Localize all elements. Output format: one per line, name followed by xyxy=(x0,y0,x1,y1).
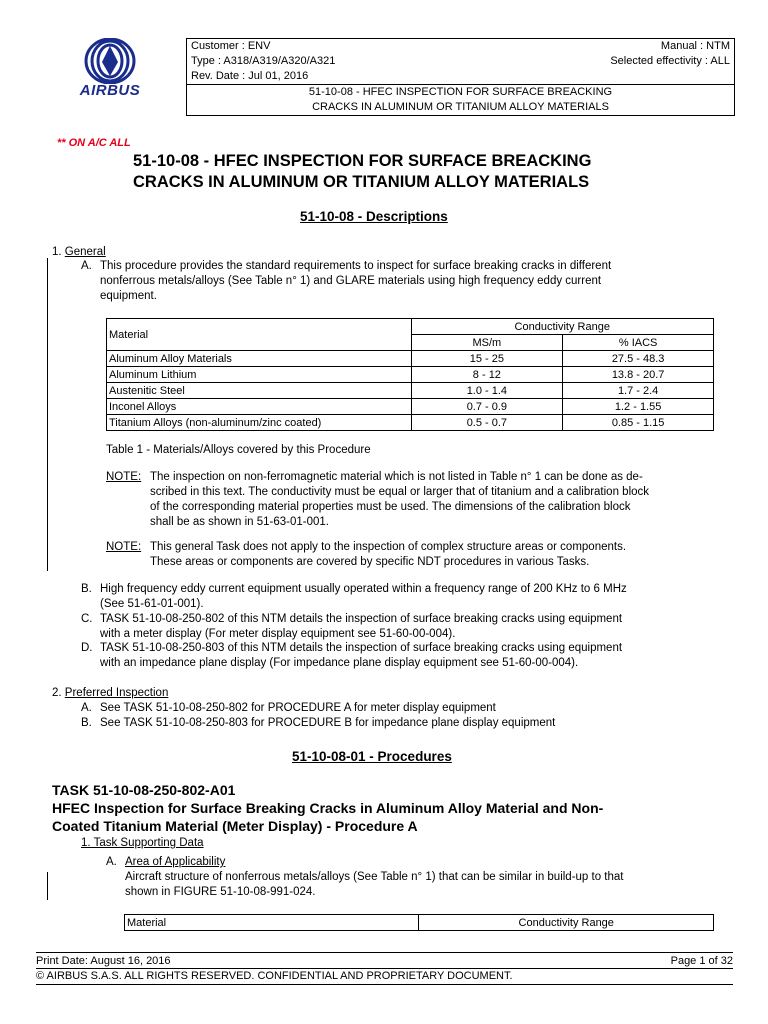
table-header-conductivity-range: Conductivity Range xyxy=(419,915,714,931)
footer-print-date: Print Date: August 16, 2016 xyxy=(36,955,171,967)
page-title: 51-10-08 - HFEC INSPECTION FOR SURFACE BREACKING CRACKS IN ALUMINUM OR TITANIUM ALLOY MATERIALS xyxy=(133,152,592,191)
table-header-conductivity-range: Conductivity Range xyxy=(411,319,714,335)
effectivity-note: ** ON A/C ALL xyxy=(57,137,131,149)
table-row: Aluminum Alloy Materials 15 - 25 27.5 - 48.3 xyxy=(107,351,714,367)
section-preferred-inspection: 2. Preferred Inspection xyxy=(52,687,169,699)
section-preferred-heading: Preferred Inspection xyxy=(64,687,169,699)
note-text: This general Task does not apply to the inspection of complex structure areas or components. These areas or components are covered by specific NDT procedures in various Tasks. xyxy=(150,541,627,568)
table-row: Titanium Alloys (non-aluminum/zinc coated) 0.5 - 0.7 0.85 - 1.15 xyxy=(107,415,714,431)
table-row: Inconel Alloys 0.7 - 0.9 1.2 - 1.55 xyxy=(107,399,714,415)
document-header xyxy=(186,38,735,116)
table-caption: Table 1 - Materials/Alloys covered by this Procedure xyxy=(106,444,371,456)
header-type: Type : A318/A319/A320/A321 xyxy=(191,55,336,67)
revision-bar xyxy=(47,872,48,900)
general-a-label: A. xyxy=(81,260,92,272)
header-customer: Customer : ENV xyxy=(191,40,271,52)
general-a-text: This procedure provides the standard requirements to inspect for surface breaking cracks in different nonferrous metals/alloys (See Table n° 1) and GLARE materials using high frequency eddy current equipment. xyxy=(100,260,612,302)
descriptions-heading: 51-10-08 - Descriptions xyxy=(300,209,448,224)
area-applicability-label: A. xyxy=(106,856,117,868)
header-effectivity: Selected effectivity : ALL xyxy=(610,55,730,67)
task-id: TASK 51-10-08-250-802-A01 xyxy=(52,782,236,798)
footer-divider xyxy=(36,952,733,953)
footer-copyright: © AIRBUS S.A.S. ALL RIGHTS RESERVED. CONFIDENTIAL AND PROPRIETARY DOCUMENT. xyxy=(36,970,513,982)
table-header-iacs: % IACS xyxy=(563,335,714,351)
revision-bar xyxy=(47,258,48,571)
procedures-heading: 51-10-08-01 - Procedures xyxy=(292,749,452,764)
airbus-logo xyxy=(70,38,150,104)
header-manual: Manual : NTM xyxy=(660,40,730,52)
table-header-material: Material xyxy=(125,915,419,931)
conductivity-table-2 xyxy=(124,914,714,931)
area-applicability-heading: Area of Applicability xyxy=(125,856,226,868)
note-label: NOTE: xyxy=(106,471,142,483)
table-row: Aluminum Lithium 8 - 12 13.8 - 20.7 xyxy=(107,367,714,383)
footer-page-number: Page 1 of 32 xyxy=(670,955,733,967)
section-general-heading: General xyxy=(64,246,106,258)
note-text: The inspection on non-ferromagnetic material which is not listed in Table n° 1 can be done as de- scribed in this text. The conductivity must be equal or larger that of titanium and a calibration block of the corresponding material properties must be used. The dimensions of the calibration block shall be as shown in 51-63-01-001. xyxy=(150,471,650,528)
table-header-msm: MS/m xyxy=(411,335,563,351)
footer xyxy=(36,954,733,968)
section-general: 1. General xyxy=(52,246,106,258)
note-label: NOTE: xyxy=(106,541,142,553)
task-supporting-data: 1. Task Supporting Data xyxy=(81,837,204,849)
area-applicability-text: Aircraft structure of nonferrous metals/alloys (See Table n° 1) that can be similar in build-up to that shown in FIGURE 51-10-08-991-024. xyxy=(125,871,624,898)
airbus-logo-text: AIRBUS xyxy=(79,82,141,99)
table-header-material: Material xyxy=(107,319,412,351)
task-heading: TASK 51-10-08-250-802-A01 HFEC Inspection for Surface Breaking Cracks in Aluminum Alloy Material and Non- Coated Titanium Material (Meter Display) - Procedure A xyxy=(52,782,604,834)
conductivity-table xyxy=(106,318,714,431)
header-rev-date: Rev. Date : Jul 01, 2016 xyxy=(191,70,309,82)
airbus-logo-icon xyxy=(70,38,150,84)
header-title: 51-10-08 - HFEC INSPECTION FOR SURFACE BREACKING CRACKS IN ALUMINUM OR TITANIUM ALLOY MATERIALS xyxy=(308,86,613,113)
footer-divider xyxy=(36,984,733,985)
table-row: Austenitic Steel 1.0 - 1.4 1.7 - 2.4 xyxy=(107,383,714,399)
